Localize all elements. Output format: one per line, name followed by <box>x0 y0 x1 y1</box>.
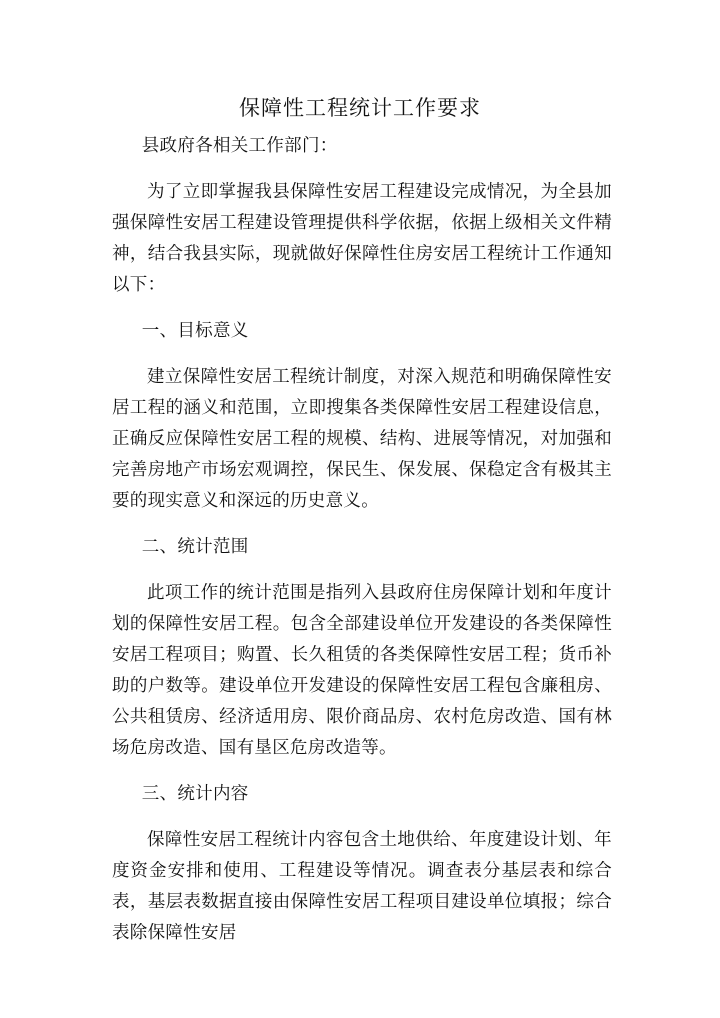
section-body-content: 保障性安居工程统计内容包含土地供给、年度建设计划、年度资金安排和使用、工程建设等情况。调查表分基层表和综合表，基层表数据直接由保障性安居工程项目建设单位填报；综合表除保障性安居 <box>112 830 612 943</box>
section-heading-goals: 一、目标意义 <box>141 321 249 341</box>
intro-paragraph: 为了立即掌握我县保障性安居工程建设完成情况，为全县加强保障性安居工程建设管理提供科学依据，依据上级相关文件精神，结合我县实际，现就做好保障性住房安居工程统计工作通知以下： <box>112 182 612 295</box>
salutation: 县政府各相关工作部门： <box>141 136 338 156</box>
section-body-scope: 此项工作的统计范围是指列入县政府住房保障计划和年度计划的保障性安居工程。包含全部建设单位开发建设的各类保障性安居工程项目；购置、长久租赁的各类保障性安居工程；货币补助的户数等。建设单位开发建设的保障性安居工程包含廉租房、公共租赁房、经济适用房、限价商品房、农村危房改造、国有林场危房改造、国有垦区危房改造等。 <box>112 583 612 758</box>
document-body <box>112 131 612 964</box>
section-heading-scope: 二、统计范围 <box>141 537 249 557</box>
document-title: 保障性工程统计工作要求 <box>239 96 481 120</box>
section-heading-content: 三、统计内容 <box>141 784 249 804</box>
section-body-goals: 建立保障性安居工程统计制度，对深入规范和明确保障性安居工程的涵义和范围，立即搜集各类保障性安居工程建设信息，正确反应保障性安居工程的规模、结构、进展等情况，对加强和完善房地产市场宏观调控，保民生、保发展、保稳定含有极其主要的现实意义和深远的历史意义。 <box>112 367 612 511</box>
